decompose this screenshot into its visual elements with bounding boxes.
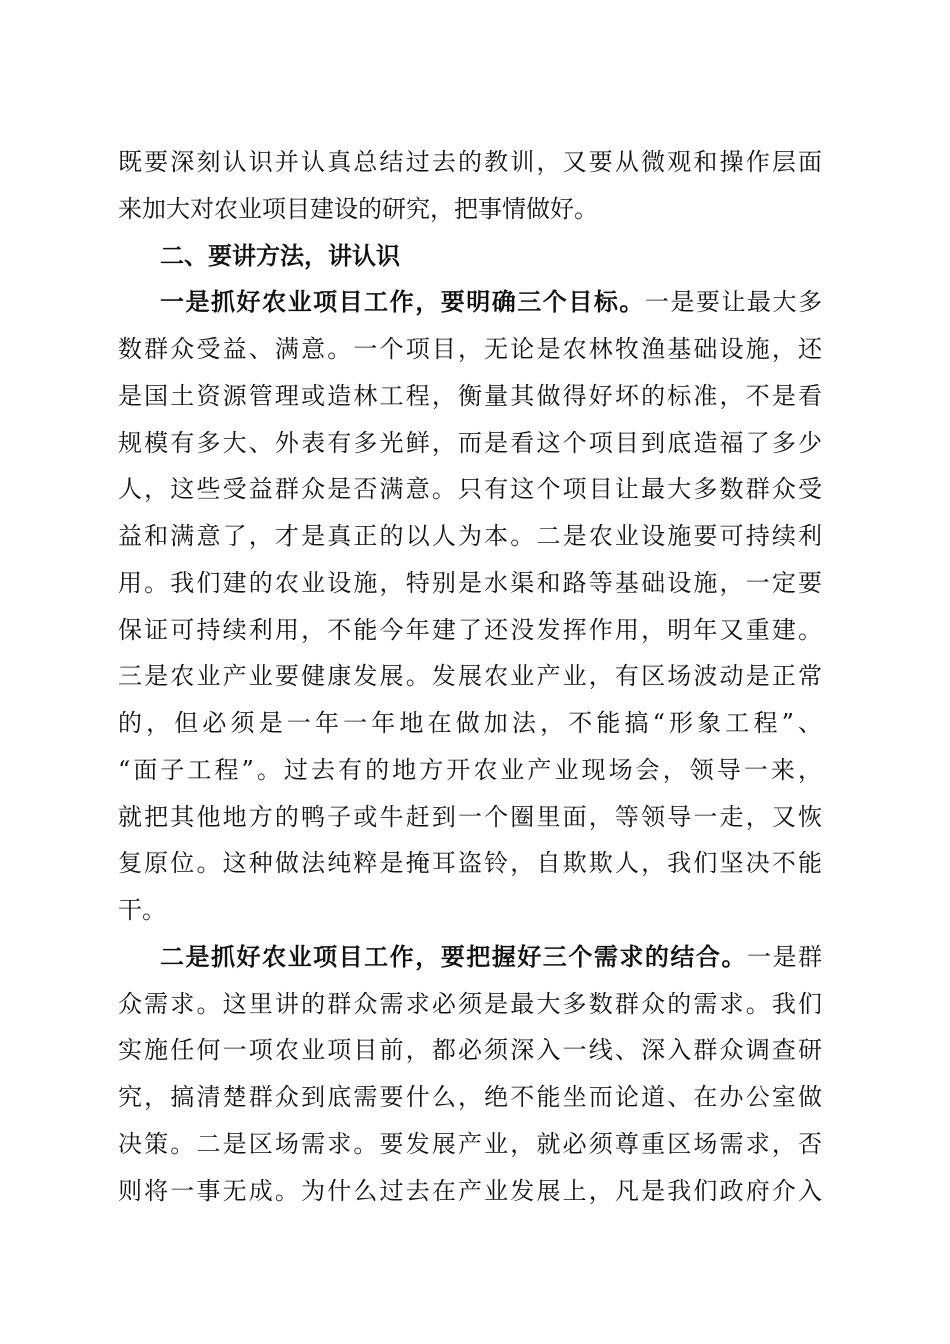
document-page bbox=[118, 139, 822, 1214]
text-line: 既要深刻认识并认真总结过去的教训，又要从微观和操作层面 bbox=[118, 148, 822, 176]
text-line: 则将一事无成。为什么过去在产业发展上，凡是我们政府介入 bbox=[118, 1176, 822, 1205]
text-line: 实施任何一项农业项目前，都必须深入一线、深入群众调查研 bbox=[118, 1036, 822, 1065]
text-line: 是国土资源管理或造林工程，衡量其做得好坏的标准，不是看 bbox=[118, 381, 822, 410]
text-line: 干。 bbox=[118, 896, 166, 924]
text-line: 决策。二是区场需求。要发展产业，就必须尊重区场需求，否 bbox=[118, 1129, 822, 1158]
text-line: 用。我们建的农业设施，特别是水渠和路等基础设施，一定要 bbox=[118, 568, 822, 597]
text-line: 规模有多大、外表有多光鲜，而是看这个项目到底造福了多少 bbox=[118, 428, 822, 457]
text-line: 益和满意了，才是真正的以人为本。二是农业设施要可持续利 bbox=[118, 522, 822, 550]
text-line: 来加大对农业项目建设的研究，把事情做好。 bbox=[118, 194, 598, 223]
bold-lead: 二是抓好农业项目工作，要把握好三个需求的结合。 bbox=[160, 941, 747, 971]
text-line bbox=[118, 279, 822, 326]
text-line: 的，但必须是一年一年地在做加法，不能搞“形象工程”、 bbox=[118, 709, 822, 737]
text-line: 人，这些受益群众是否满意。只有这个项目让最大多数群众受 bbox=[118, 475, 822, 504]
bold-lead: 一是抓好农业项目工作，要明确三个目标。 bbox=[160, 287, 645, 317]
text-span: 一是要让最大多 bbox=[644, 288, 823, 317]
text-line: 保证可持续利用，不能今年建了还没发挥作用，明年又重建。 bbox=[118, 615, 822, 644]
text-line: “面子工程”。过去有的地方开农业产业现场会，领导一来， bbox=[118, 755, 822, 784]
text-line: 究，搞清楚群众到底需要什么，绝不能坐而论道、在办公室做 bbox=[118, 1083, 822, 1111]
text-line: 众需求。这里讲的群众需求必须是最大多数群众的需求。我们 bbox=[118, 989, 822, 1018]
text-line: 复原位。这种做法纯粹是掩耳盗铃，自欺欺人，我们坚决不能 bbox=[118, 849, 822, 878]
text-line: 数群众受益、满意。一个项目，无论是农林牧渔基础设施，还 bbox=[118, 335, 822, 363]
text-line bbox=[118, 934, 822, 981]
section-heading: 二、要讲方法，讲认识 bbox=[160, 240, 400, 270]
text-span: 一是群 bbox=[746, 942, 823, 971]
text-line: 三是农业产业要健康发展。发展农业产业，有区场波动是正常 bbox=[118, 662, 822, 691]
text-line: 就把其他地方的鸭子或牛赶到一个圈里面，等领导一走，又恢 bbox=[118, 802, 822, 831]
